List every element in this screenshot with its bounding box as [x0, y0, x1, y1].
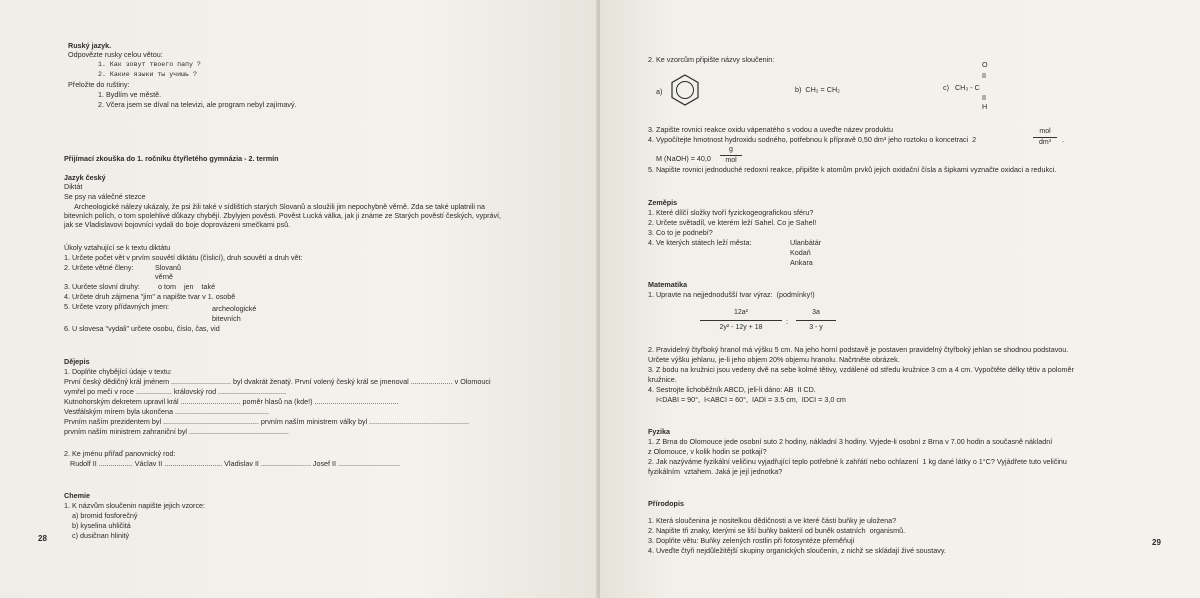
- czech-task-4: 4. Určete druh zájmena "jim" a napište tvar v 1. osobě: [64, 292, 236, 301]
- czech-task-2-word-b: věrně: [155, 272, 173, 281]
- math-task-3-line-1: 3. Z bodu na kružnici jsou vedeny dvě na sebe kolmé tětivy, vzdálené od středu kružnice 3 cm a 4 cm. Vypočtěte délky tětiv a poloměr: [648, 365, 1074, 374]
- russian-title: Ruský jazyk.: [68, 41, 112, 50]
- molar-mass: M (NaOH) = 40,0: [656, 154, 711, 163]
- physics-task-1-line-1: 1. Z Brna do Olomouce jede osobní suto 2 hodiny, nákladní 3 hodiny. Vyjede-li osobní z Brna v 7.00 hodin a současně nákladní: [648, 437, 1053, 446]
- exam-title: Přijímací zkouška do 1. ročníku čtyřletého gymnázia - 2. termín: [64, 154, 279, 163]
- math-task-1: 1. Upravte na nejjednodušší tvar výraz: (podmínky!): [648, 290, 815, 299]
- russian-question-1: 1. Как зовут твоего папу ?: [98, 61, 201, 68]
- math-task-4-line-1: 4. Sestrojte lichoběžník ABCD, jeli-li dáno: AB II CD.: [648, 385, 816, 394]
- history-line-3: Kutnohorským dekretem upravil král .............................. poměr hlasů na (kde!) ..........................................: [64, 397, 399, 406]
- czech-task-2-word-a: Slovanů: [155, 263, 181, 272]
- history-rulers: Rudolf II ................. Václav II ............................. Vladislav II ......................... Josef II ...............................: [70, 459, 400, 468]
- molar-mass-denominator: mol: [725, 157, 737, 164]
- math-fraction-2: [796, 309, 836, 332]
- czech-paragraph-1: Archeologické nálezy ukázaly, že psi žili také v sídlištích starých Slovanů a sloužili jim nepochybně věrně. Zda se také uplatnili na: [74, 202, 485, 211]
- chem-formula-c-double-bond: II: [982, 71, 986, 80]
- page-number-left: 28: [38, 534, 47, 543]
- division-sign: :: [786, 317, 788, 326]
- history-task-2: 2. Ke jménu přiřaď panovnický rod:: [64, 449, 176, 458]
- concentration-denominator: dm³: [1038, 139, 1052, 146]
- history-task-1: 1. Doplňte chybějící údaje v textu:: [64, 367, 172, 376]
- math-denominator-1: 2y² - 12y + 18: [719, 324, 763, 331]
- history-line-1: První český dědičný král jménem .............................. byl dvakrát ženatý. První volený český král se jmenoval ..................... v Olomouci: [64, 377, 491, 386]
- physics-title: Fyzika: [648, 427, 670, 436]
- chemistry-item-a: a) bromid fosforečný: [72, 511, 138, 520]
- math-denominator-2: 3 - y: [809, 324, 823, 331]
- fraction-bar: [796, 320, 836, 321]
- history-title: Dějepis: [64, 357, 90, 366]
- period-mark: .: [1062, 135, 1064, 144]
- concentration-numerator: mol: [1039, 128, 1051, 135]
- chem-formula-c-oxygen: O: [982, 60, 988, 69]
- biology-task-1: 1. Která sloučenina je nositelkou dědičnosti a ve které části buňky je uložena?: [648, 516, 897, 525]
- czech-task-1: 1. Určete počet vět v prvím souvětí diktátu (číslicí), druh souvětí a druh vět:: [64, 253, 303, 262]
- geography-title: Zeměpis: [648, 198, 678, 207]
- czech-task-5: 5. Určete vzory přídavných jmen:: [64, 302, 170, 311]
- russian-task-1: Odpovězte rusky celou větou:: [68, 50, 163, 59]
- history-line-4: Vestfálským mírem byla ukončena ...............................................: [64, 407, 269, 416]
- history-line-2: vymřel po meči v roce .................. královský rod ..................................: [64, 387, 287, 396]
- chemistry-task-2: 2. Ke vzorcům připište názvy sloučenin:: [648, 55, 775, 64]
- czech-task-3: 3. Uurčete slovní druhy:: [64, 282, 140, 291]
- city-copenhagen: Kodaň: [790, 248, 811, 257]
- biology-task-4: 4. Uveďte čtyři nejdůležitější skupiny organických sloučenin, z nichž se skládají živé soustavy.: [648, 546, 946, 555]
- chem-formula-c-single-bond: II: [982, 93, 986, 102]
- geography-task-1: 1. Které dílčí složky tvoří fyzickogeografickou sféru?: [648, 208, 814, 217]
- geography-task-2: 2. Určete světadíl, ve kterém leží Sahel. Co je Sahel!: [648, 218, 817, 227]
- math-task-3-line-2: kružnice.: [648, 375, 677, 384]
- math-numerator-2: 3a: [812, 309, 820, 316]
- czech-task-2: 2. Určete větné členy:: [64, 263, 134, 272]
- chemistry-task-5: 5. Napište rovnici jednoduché redoxní reakce, připište k atomům prvků jejich oxidační čísla a šipkami vyznačte oxidaci a redukci.: [648, 165, 1057, 174]
- chem-formula-c-hydrogen: H: [982, 102, 988, 111]
- geography-task-4: 4. Ve kterých státech leží města:: [648, 238, 752, 247]
- chemistry-title: Chemie: [64, 491, 90, 500]
- fraction-bar: [720, 155, 742, 156]
- biology-title: Přírodopis: [648, 499, 684, 508]
- czech-dictation-label: Diktát: [64, 182, 83, 191]
- czech-task-5-word-b: bitevních: [212, 314, 241, 323]
- molar-mass-unit-fraction: [720, 146, 742, 165]
- math-title: Matematika: [648, 280, 688, 289]
- page-number-right: 29: [1152, 538, 1161, 547]
- czech-title: Jazyk český: [64, 173, 106, 182]
- physics-task-2-line-2: fyzikálním vztahem. Jaká je její jednotka?: [648, 467, 783, 476]
- history-line-5: Prvním naším prezidentem byl ................................................ prvním naším ministrem války byl ..................................................: [64, 417, 469, 426]
- czech-task-5-word-a: archeologické: [212, 304, 257, 313]
- chemistry-task-4: 4. Vypočítejte hmotnost hydroxidu sodného, potřebnou k přípravě 0,50 dm³ jeho roztoku o koncetraci 2: [648, 135, 977, 144]
- russian-sentence-1: 1. Bydlím ve městě.: [98, 90, 162, 99]
- city-ankara: Ankara: [790, 258, 813, 267]
- czech-dictation-title: Se psy na válečné stezce: [64, 192, 146, 201]
- physics-task-2-line-1: 2. Jak nazýváme fyzikální veličinu vyjadřující teplo potřebné k zahřátí nebo ochlazení 1 kg dané látky o 1°C? Vyjádřete tuto veličinu: [648, 457, 1067, 466]
- chem-formula-b: b) CH₂ = CH₂: [795, 85, 840, 94]
- russian-task-2: Přeložte do ruštiny:: [68, 80, 130, 89]
- geography-task-3: 3. Co to je podnebí?: [648, 228, 713, 237]
- fraction-bar: [700, 320, 782, 321]
- biology-task-3: 3. Doplňte větu: Buňky zelených rostlin při fotosyntéze přeměňují: [648, 536, 855, 545]
- czech-paragraph-2: bitevních polích, o tom spolehlivé důkazy chybějí. Zbylyjen pověsti. Pověst Lucká válka, jak ji známe ze Starých pověstí českých, vypráví,: [64, 211, 502, 220]
- history-line-6: prvním naším ministrem zahraniční byl ..................................................: [64, 427, 289, 436]
- left-page: [0, 0, 598, 598]
- chemistry-item-c: c) dusičnan hlinitý: [72, 531, 130, 540]
- chem-formula-a-label: a): [656, 87, 663, 96]
- math-fraction-1: [700, 309, 782, 332]
- physics-task-1-line-2: z Olomouce, v kolik hodin se potkají?: [648, 447, 767, 456]
- concentration-unit-fraction: [1033, 128, 1057, 147]
- right-page: [600, 0, 1200, 598]
- biology-task-2: 2. Napište tři znaky, kterými se liší buňky bakterií od buněk ostatních organismů.: [648, 526, 906, 535]
- chemistry-task-1: 1. K názvům sloučenin napište jejich vzorce:: [64, 501, 206, 510]
- math-task-2-line-2: Určete výšku jehlanu, je-li jeho objem 20% objemu hranolu. Načrtněte obrázek.: [648, 355, 900, 364]
- chemistry-task-3: 3. Zapište rovnici reakce oxidu vápenatého s vodou a uveďte název produktu: [648, 125, 893, 134]
- chem-formula-c: c) CH₃ - C: [943, 83, 980, 92]
- molar-mass-numerator: g: [729, 146, 733, 153]
- fraction-bar: [1033, 137, 1057, 138]
- russian-sentence-2: 2. Včera jsem se díval na televizi, ale program nebyl zajímavý.: [98, 100, 297, 109]
- math-task-4-line-2: I<DABI = 90°, I<ABCI = 60°, IADI = 3.5 cm, IDCI = 3,0 cm: [656, 395, 846, 404]
- benzene-ring-icon: [670, 73, 700, 107]
- city-ulaanbaatar: Ulanbátár: [790, 238, 822, 247]
- czech-task-3-words: o tom jen také: [158, 282, 216, 291]
- math-task-2-line-1: 2. Pravidelný čtyřboký hranol má výšku 5 cm. Na jeho horní podstavě je postaven pravidelný čtyřboký jehlan se shodnou podstavou.: [648, 345, 1069, 354]
- czech-tasks-title: Úkoly vztahující se k textu diktátu: [64, 243, 171, 252]
- russian-question-2: 2. Какие языки ты учишь ?: [98, 71, 197, 78]
- math-numerator-1: 12a²: [733, 309, 748, 316]
- chemistry-item-b: b) kyselina uhličitá: [72, 521, 131, 530]
- czech-task-6: 6. U slovesa "vydali" určete osobu, číslo, čas, vid: [64, 324, 220, 333]
- czech-paragraph-3: jak se Vladislavovi bojovníci vydali do boje doprovázeni smečkami psů.: [64, 220, 291, 229]
